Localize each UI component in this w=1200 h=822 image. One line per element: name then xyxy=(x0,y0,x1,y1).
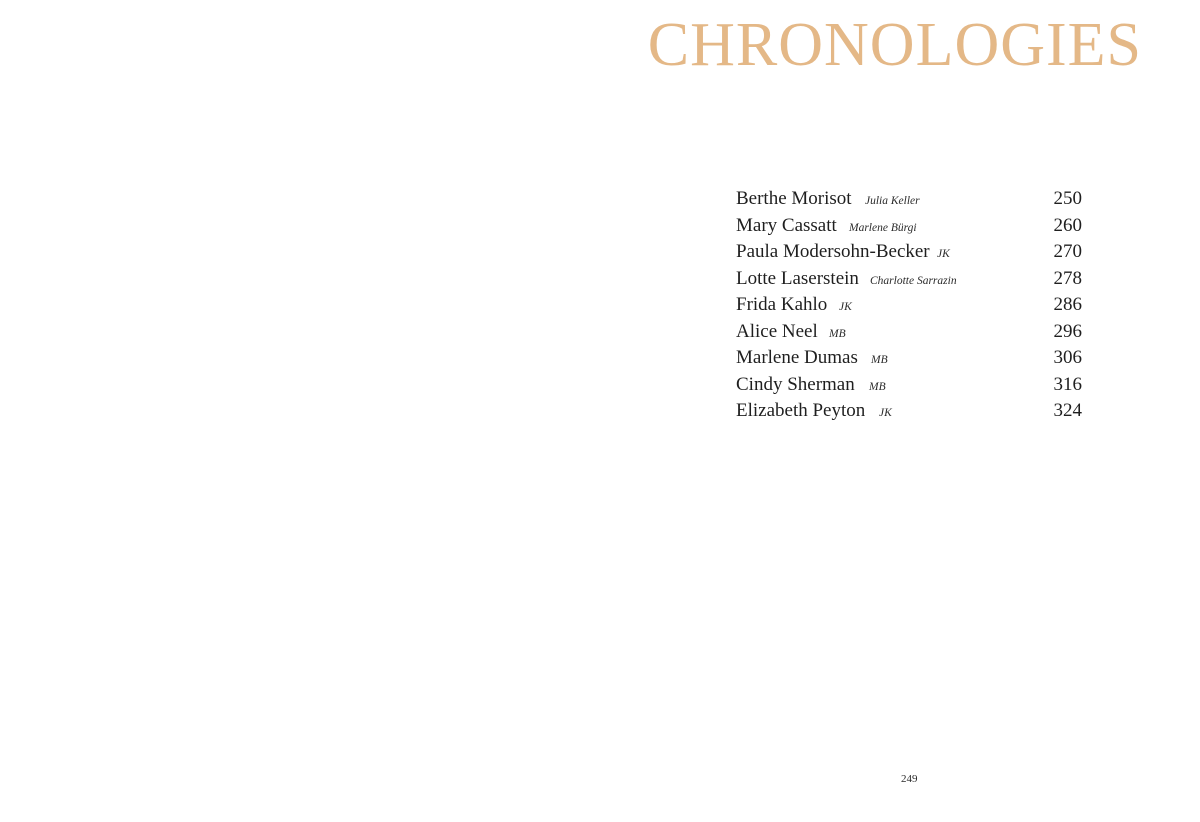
toc-entry-name: Marlene Dumas xyxy=(736,347,858,368)
toc-entry[interactable] xyxy=(736,213,1082,240)
toc-entry-author: JK xyxy=(839,301,852,313)
toc-entry-page: 316 xyxy=(1053,373,1082,395)
toc-entry-page: 278 xyxy=(1053,267,1082,289)
toc-entry[interactable] xyxy=(736,319,1082,346)
toc-entry-page: 260 xyxy=(1053,214,1082,236)
toc-entry-page: 306 xyxy=(1053,347,1082,368)
toc-entry-author: JK xyxy=(937,248,950,260)
toc-entry[interactable] xyxy=(736,398,1082,425)
page-number: 249 xyxy=(901,773,918,785)
toc-entry-page: 250 xyxy=(1053,188,1082,209)
toc-entry-name: Lotte Laserstein xyxy=(736,267,859,289)
toc-entry[interactable] xyxy=(736,292,1082,319)
toc-entry[interactable] xyxy=(736,239,1082,266)
toc-entry[interactable] xyxy=(736,372,1082,399)
toc-entry-page: 296 xyxy=(1053,320,1082,342)
toc-entry-name: Paula Modersohn-Becker xyxy=(736,241,930,262)
toc-entry-page: 324 xyxy=(1053,400,1082,421)
toc-entry[interactable] xyxy=(736,186,1082,213)
toc-entry-name: Frida Kahlo xyxy=(736,294,828,315)
toc-entry-author: Julia Keller xyxy=(865,195,920,207)
toc-entry-author: Charlotte Sarrazin xyxy=(870,274,957,287)
toc-entry[interactable] xyxy=(736,266,1082,293)
toc-entry-author: MB xyxy=(871,354,888,366)
toc-entry-author: Marlene Bürgi xyxy=(849,221,917,234)
page-title: CHRONOLOGIES xyxy=(647,11,1142,79)
toc-entry-page: 270 xyxy=(1053,241,1082,262)
toc-entry-page: 286 xyxy=(1053,294,1082,315)
toc-entry[interactable] xyxy=(736,345,1082,372)
toc-entry-author: MB xyxy=(869,380,886,393)
toc-entry-author: JK xyxy=(879,407,892,419)
toc-entry-name: Cindy Sherman xyxy=(736,373,855,395)
toc-entry-name: Elizabeth Peyton xyxy=(736,400,866,421)
toc-entry-author: MB xyxy=(829,327,846,340)
toc-entry-name: Alice Neel xyxy=(736,320,818,342)
table-of-contents xyxy=(736,186,1082,425)
toc-entry-name: Berthe Morisot xyxy=(736,188,852,209)
toc-entry-name: Mary Cassatt xyxy=(736,214,837,236)
